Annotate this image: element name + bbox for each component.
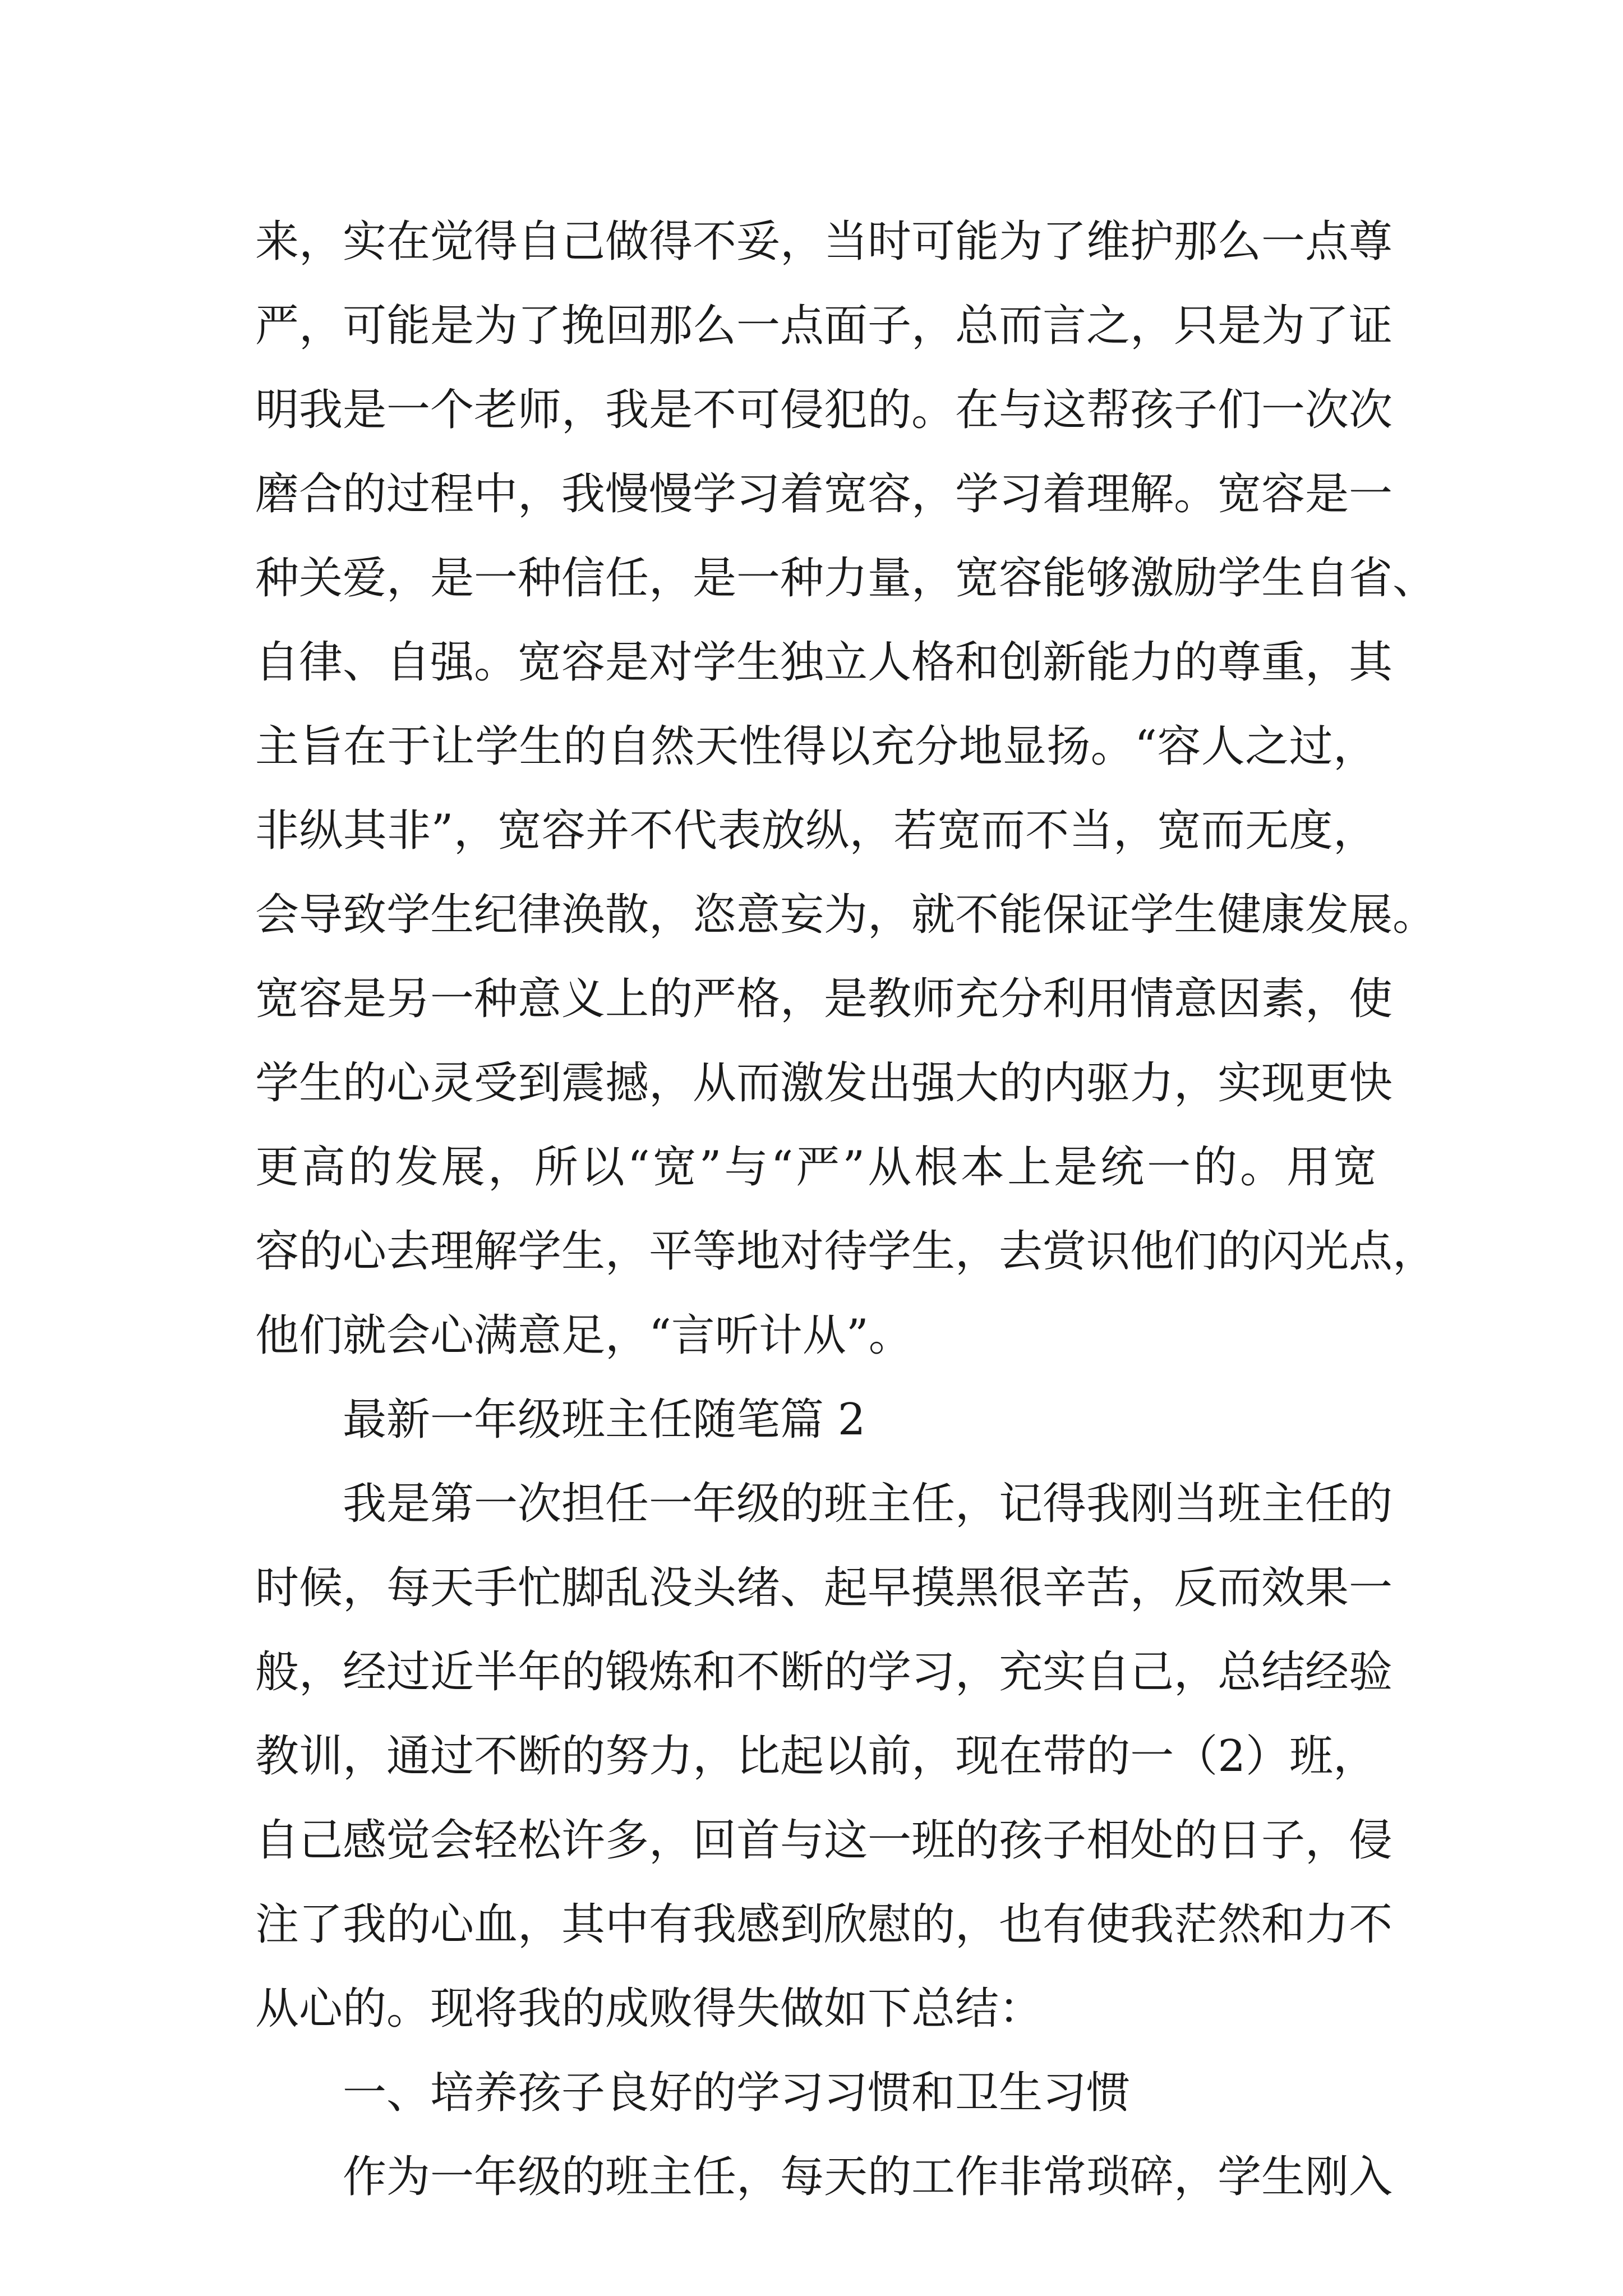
text-line: 自己感觉会轻松许多，回首与这一班的孩子相处的日子，侵 (255, 1815, 1393, 1866)
text-line: 教训，通过不断的努力，比起以前，现在带的一（2）班， (255, 1731, 1377, 1782)
text-line: 种关爱，是一种信任，是一种力量，宽容能够激励学生自省、 (255, 553, 1437, 604)
text-line: 我是第一次担任一年级的班主任，记得我刚当班主任的 (343, 1479, 1393, 1529)
text-line: 容的心去理解学生，平等地对待学生，去赏识他们的闪光点， (255, 1226, 1437, 1277)
text-line: 时候，每天手忙脚乱没头绪、起早摸黑很辛苦，反而效果一 (255, 1563, 1393, 1613)
text-line: 主旨在于让学生的自然天性得以充分地显扬。“容人之过， (255, 721, 1377, 772)
text-line: 从心的。现将我的成败得失做如下总结： (255, 1984, 1043, 2034)
text-line: 宽容是另一种意义上的严格，是教师充分利用情意因素，使 (255, 974, 1393, 1024)
text-line: 他们就会心满意足，“言听计从”。 (255, 1310, 912, 1361)
text-line: 般，经过近半年的锻炼和不断的学习，充实自己，总结经验 (255, 1647, 1393, 1697)
text-line: 自律、自强。宽容是对学生独立人格和创新能力的尊重，其 (255, 637, 1393, 688)
subsection-heading: 一、培养孩子良好的学习习惯和卫生习惯 (343, 2068, 1131, 2118)
text-line: 学生的心灵受到震撼，从而激发出强大的内驱力，实现更快 (255, 1058, 1393, 1108)
text-line: 更高的发展，所以“宽”与“严”从根本上是统一的。用宽 (255, 1142, 1377, 1193)
text-line: 严，可能是为了挽回那么一点面子，总而言之，只是为了证 (255, 301, 1393, 351)
text-line: 注了我的心血，其中有我感到欣慰的，也有使我茫然和力不 (255, 1899, 1393, 1950)
text-line: 非纵其非”，宽容并不代表放纵，若宽而不当，宽而无度， (255, 806, 1377, 856)
text-line: 作为一年级的班主任，每天的工作非常琐碎，学生刚入 (343, 2152, 1393, 2202)
section-heading: 最新一年级班主任随笔篇 2 (343, 1395, 866, 1445)
text-line: 会导致学生纪律涣散，恣意妄为，就不能保证学生健康发展。 (255, 890, 1437, 940)
text-line: 磨合的过程中，我慢慢学习着宽容，学习着理解。宽容是一 (255, 469, 1393, 519)
text-line: 明我是一个老师，我是不可侵犯的。在与这帮孩子们一次次 (255, 385, 1393, 435)
document-body (255, 200, 1437, 2219)
text-line: 来，实在觉得自己做得不妥，当时可能为了维护那么一点尊 (255, 217, 1393, 267)
